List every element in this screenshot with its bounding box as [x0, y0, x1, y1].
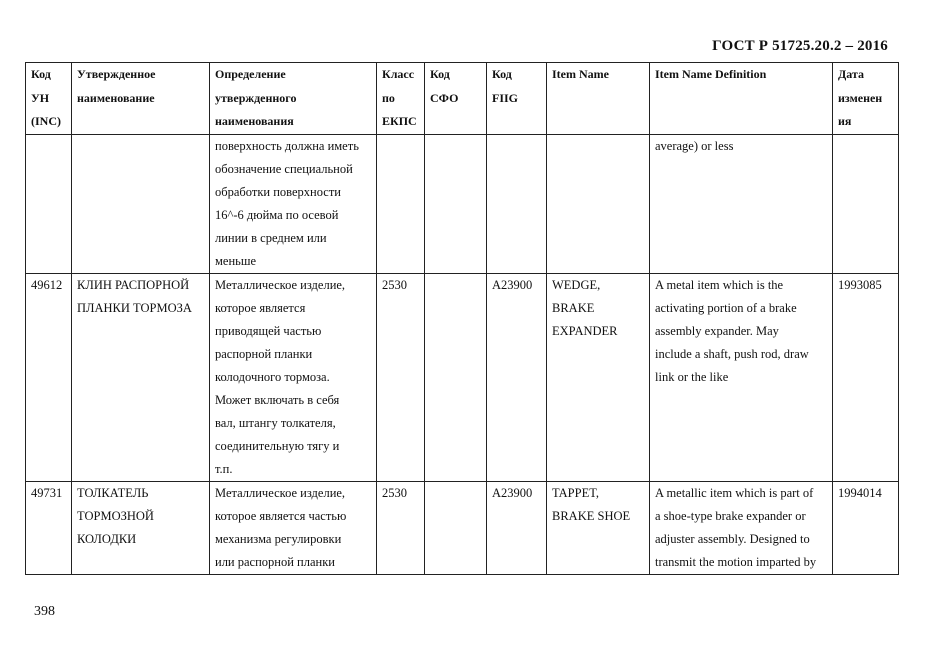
header-item-name: Item Name — [547, 63, 650, 135]
cell-item-name: TAPPET, BRAKE SHOE — [547, 481, 650, 574]
cell-sfo-code — [425, 273, 487, 481]
table-header-row — [26, 63, 899, 135]
cell-fiig-code — [487, 134, 547, 273]
page-number: 398 — [34, 604, 55, 619]
cell-change-date — [833, 134, 899, 273]
header-fiig-code: Код FIIG — [487, 63, 547, 135]
cell-sfo-code — [425, 134, 487, 273]
cell-code-un — [26, 134, 72, 273]
cell-item-name-definition: average) or less — [650, 134, 833, 273]
cell-definition: Металлическое изделие, которое является частью механизма регулировки или распорной планки — [210, 481, 377, 574]
cell-approved-name: ТОЛКАТЕЛЬ ТОРМОЗНОЙ КОЛОДКИ — [72, 481, 210, 574]
cell-approved-name: КЛИН РАСПОРНОЙ ПЛАНКИ ТОРМОЗА — [72, 273, 210, 481]
table-row — [26, 134, 899, 273]
cell-approved-name — [72, 134, 210, 273]
cell-code-un: 49731 — [26, 481, 72, 574]
cell-item-name-definition: A metallic item which is part of a shoe-type brake expander or adjuster assembly. Designed to transmit the motion imparted by — [650, 481, 833, 574]
cell-definition: Металлическое изделие, которое является приводящей частью распорной планки колодочного тормоза. Может включать в себя вал, штангу толкателя, соединительную тягу и т.п. — [210, 273, 377, 481]
cell-ekps-class — [377, 134, 425, 273]
table-row — [26, 273, 899, 481]
cell-fiig-code: A23900 — [487, 481, 547, 574]
cell-item-name: WEDGE, BRAKE EXPANDER — [547, 273, 650, 481]
cell-ekps-class: 2530 — [377, 481, 425, 574]
cell-item-name — [547, 134, 650, 273]
header-ekps-class: Класс по ЕКПС — [377, 63, 425, 135]
cell-code-un: 49612 — [26, 273, 72, 481]
header-code-un: Код УН (INC) — [26, 63, 72, 135]
cell-definition: поверхность должна иметь обозначение специальной обработки поверхности 16^-6 дюйма по осевой линии в среднем или меньше — [210, 134, 377, 273]
header-sfo-code: Код СФО — [425, 63, 487, 135]
header-change-date: Дата изменен ия — [833, 63, 899, 135]
header-item-name-definition: Item Name Definition — [650, 63, 833, 135]
cell-sfo-code — [425, 481, 487, 574]
cell-change-date: 1993085 — [833, 273, 899, 481]
cell-fiig-code: A23900 — [487, 273, 547, 481]
cell-change-date: 1994014 — [833, 481, 899, 574]
document-standard-title: ГОСТ Р 51725.20.2 – 2016 — [712, 38, 888, 54]
cell-ekps-class: 2530 — [377, 273, 425, 481]
header-definition: Определение утвержденного наименования — [210, 63, 377, 135]
cell-item-name-definition: A metal item which is the activating portion of a brake assembly expander. May include a shaft, push rod, draw link or the like — [650, 273, 833, 481]
catalog-table — [25, 62, 899, 575]
header-approved-name: Утвержденное наименование — [72, 63, 210, 135]
table-row — [26, 481, 899, 574]
